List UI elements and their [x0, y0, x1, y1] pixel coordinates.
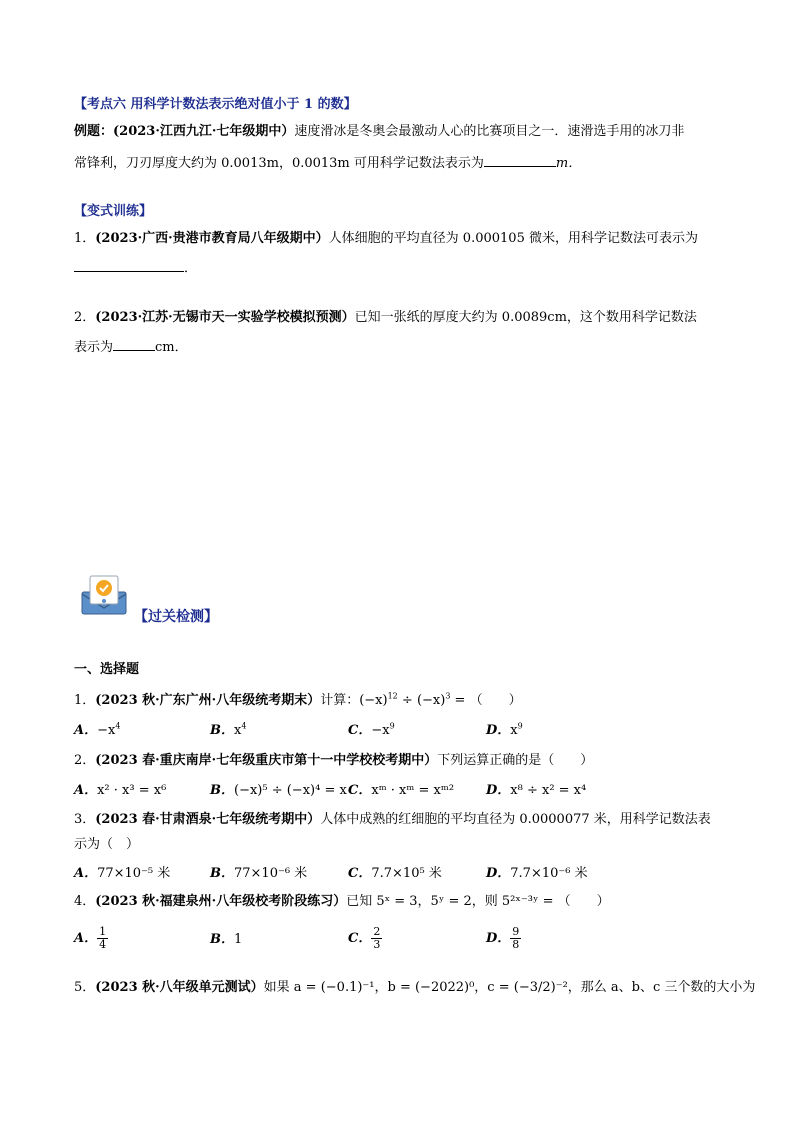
option-label: B．: [210, 723, 234, 738]
option-text: 77×10⁻⁵ 米: [97, 866, 171, 881]
question-number: 4．: [74, 894, 96, 909]
option-text: x² · x³ = x⁶: [97, 783, 167, 798]
option-base: x: [234, 723, 242, 738]
numerator: 9: [512, 925, 520, 938]
section-heading: 【考点六 用科学计数法表示绝对值小于 1 的数】: [74, 97, 357, 112]
option-exp: 4: [115, 721, 121, 731]
div-sign: ÷: [397, 693, 417, 708]
option-b[interactable]: [210, 781, 347, 801]
option-text: 77×10⁻⁶ 米: [234, 866, 308, 881]
question-source: (2023·广西·贵港市教育局八年级期中）: [95, 231, 329, 246]
option-c[interactable]: [348, 926, 382, 951]
option-label: A．: [74, 931, 98, 946]
denominator: 4: [99, 938, 107, 951]
question-end: ．: [184, 261, 198, 276]
question-number: 5．: [74, 980, 96, 995]
question-source: (2023 春·甘肃酒泉·七年级统考期中）: [95, 812, 321, 827]
question-number: 3．: [74, 812, 96, 827]
option-text: xᵐ · xᵐ = xᵐ²: [371, 783, 455, 798]
option-label: B．: [210, 866, 234, 881]
numerator: 2: [373, 925, 381, 938]
option-text: 7.7×10⁻⁶ 米: [510, 866, 588, 881]
option-exp: 9: [389, 721, 395, 731]
option-d[interactable]: [486, 864, 588, 884]
mc-q3-line-1: [74, 810, 711, 830]
checkmark-envelope-icon: [80, 574, 130, 616]
option-label: C．: [348, 866, 372, 881]
question-text: 人体中成熟的红细胞的平均直径为 0.0000077 米，用科学记数法表: [320, 812, 711, 827]
question-end: cm．: [155, 340, 188, 355]
question-number: 2．: [74, 753, 96, 768]
option-a[interactable]: [74, 926, 108, 951]
option-base: −x: [97, 723, 116, 738]
option-text: (−x)⁵ ÷ (−x)⁴ = x: [234, 783, 347, 798]
example-text-2: 常锋利，刀刃厚度大约为 0.0013m，0.0013m 可用科学记数法表示为: [74, 156, 484, 171]
example-text-1: 速度滑冰是冬奥会最激动人心的比赛项目之一．速滑选手用的冰刀非: [294, 124, 685, 139]
fraction: [371, 926, 382, 951]
option-text: 7.7×10⁵ 米: [371, 866, 442, 881]
answer-blank[interactable]: [113, 336, 155, 351]
example-unit: m．: [555, 156, 582, 171]
question-number: 2．: [74, 310, 96, 325]
denominator: 8: [512, 938, 520, 951]
example-line-2: [74, 152, 581, 174]
variant-q1-line-1: [74, 229, 698, 249]
mc-q2: [74, 751, 593, 771]
question-text: 已知一张纸的厚度大约为 0.0089cm，这个数用科学记数法: [354, 310, 697, 325]
expr-a: (−x): [359, 693, 388, 708]
option-d[interactable]: [486, 781, 586, 801]
option-a[interactable]: [74, 781, 166, 801]
question-text-2: 表示为: [74, 340, 114, 355]
mc-heading: 一、选择题: [74, 662, 140, 677]
option-b[interactable]: [210, 721, 246, 741]
question-text: 人体细胞的平均直径为 0.000105 微米，用科学记数法可表示为: [328, 231, 698, 246]
option-c[interactable]: [348, 781, 454, 801]
option-label: D．: [486, 931, 511, 946]
option-b[interactable]: [210, 930, 242, 950]
option-a[interactable]: [74, 864, 170, 884]
question-source: (2023 秋·广东广州·八年级统考期末）: [95, 693, 321, 708]
question-text: 如果 a = (−0.1)⁻¹，b = (−2022)⁰，c = (−3/2)⁻²，那么 a、b、c 三个数的大小为: [263, 980, 756, 995]
example-line-1: [74, 122, 684, 142]
option-label: A．: [74, 866, 98, 881]
question-text: 已知 5ˣ = 3，5ʸ = 2，则 5²ˣ⁻³ʸ = （ ）: [346, 894, 610, 909]
option-d[interactable]: [486, 721, 523, 741]
mc-q1: [74, 691, 522, 711]
option-b[interactable]: [210, 864, 307, 884]
option-label: D．: [486, 783, 511, 798]
denominator: 3: [373, 938, 381, 951]
variant-q2-line-1: [74, 308, 697, 328]
option-label: C．: [348, 783, 372, 798]
option-label: A．: [74, 723, 98, 738]
answer-blank[interactable]: [484, 152, 556, 167]
option-label: C．: [348, 931, 372, 946]
mc-q3-line-2: 示为（ ）: [74, 837, 140, 852]
question-tail: = （ ）: [450, 693, 522, 708]
variant-heading: 【变式训练】: [74, 204, 153, 219]
option-label: C．: [348, 723, 372, 738]
question-source: (2023 春·重庆南岸·七年级重庆市第十一中学校校考期中）: [95, 753, 438, 768]
variant-q2-line-2: [74, 336, 188, 358]
question-text: 下列运算正确的是（ ）: [437, 753, 594, 768]
exp-b: 3: [445, 691, 451, 701]
question-number: 1．: [74, 693, 96, 708]
option-label: D．: [486, 723, 511, 738]
option-exp: 9: [517, 721, 523, 731]
variant-q1-line-2: [74, 257, 197, 279]
numerator: 1: [99, 925, 107, 938]
question-source: (2023 秋·福建泉州·八年级校考阶段练习）: [95, 894, 347, 909]
option-label: A．: [74, 783, 98, 798]
question-number: 1．: [74, 231, 96, 246]
option-a[interactable]: [74, 721, 120, 741]
answer-blank[interactable]: [74, 257, 184, 272]
option-c[interactable]: [348, 864, 442, 884]
mc-q5: [74, 978, 755, 998]
expr-b: (−x): [416, 693, 446, 708]
option-text: 1: [234, 932, 243, 947]
question-source: (2023·江苏·无锡市天一实验学校模拟预测）: [95, 310, 355, 325]
mc-q4: [74, 892, 610, 912]
example-source: (2023·江西九江·七年级期中）: [113, 124, 295, 139]
question-text: 计算：: [320, 693, 360, 708]
option-label: D．: [486, 866, 511, 881]
option-c[interactable]: [348, 721, 395, 741]
option-exp: 4: [241, 721, 247, 731]
option-base: −x: [371, 723, 390, 738]
option-text: x⁸ ÷ x² = x⁴: [510, 783, 587, 798]
option-d[interactable]: [486, 926, 521, 951]
exp-a: 12: [387, 691, 398, 701]
option-label: B．: [210, 783, 234, 798]
check-heading: 【过关检测】: [134, 609, 218, 625]
example-label: 例题：: [74, 124, 114, 139]
option-label: B．: [210, 932, 234, 947]
fraction: [97, 926, 108, 951]
fraction: [510, 926, 521, 951]
question-source: (2023 秋·八年级单元测试）: [95, 980, 264, 995]
option-base: x: [510, 723, 518, 738]
